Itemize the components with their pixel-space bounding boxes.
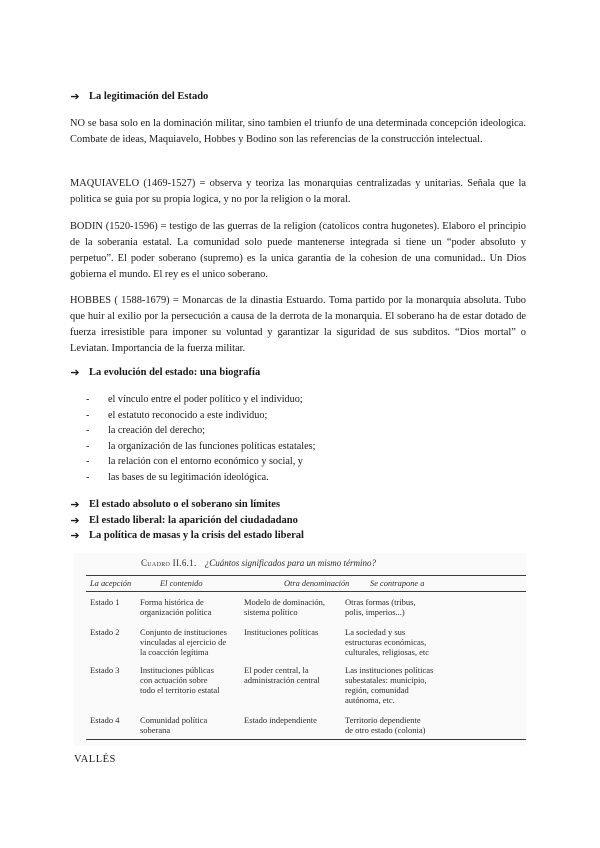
table-header-denominacion: Otra denominación (284, 579, 350, 588)
paragraph-hobbes: HOBBES ( 1588-1679) = Monarcas de la dinastia Estuardo. Toma partido por la monarquia absoluta. Tubo que huir al exilio por la persecución a causa de la derrota de la monarquia. El soberano ha de estar dotado de fuerza irresistible para imponer su voluntad y garantizar la siguridad de sus subditos. “Dios mortal” o Leviatan. Importancia de la fuerza militar. (70, 295, 526, 354)
table-header-contrapone: Se contrapone a (370, 579, 425, 588)
table-header-contenido: El contenido (160, 579, 203, 588)
paragraph-bodin: BODIN (1520-1596) = testigo de las guerras de la religion (catolicos contra hugonetes). Elaboro el principio de la soberania estatal. La comunidad solo puede mantenerse integrada si tiene un “poder absoluto y perpetuo”. El poder soberano (supremo) es la unica garantia de la cohesion de una comunidad.. Un Dios gobierna el mundo. El rey es el unico soberano. (70, 221, 526, 280)
table-rule-header (86, 591, 526, 592)
source-author: VALLÉS (74, 754, 116, 765)
section-heading-evolucion (70, 366, 260, 379)
heading-text: La evolución del estado: una biografía (89, 367, 261, 378)
heading-text: La política de masas y la crisis del estado liberal (89, 530, 304, 542)
topic-headings (70, 497, 304, 544)
table-title (141, 558, 376, 568)
arrow-icon: ➔ (70, 367, 80, 379)
evolution-list (86, 392, 315, 486)
heading-text: La legitimación del Estado (89, 91, 209, 102)
arrow-icon: ➔ (70, 91, 80, 103)
list-item: - el vínculo entre el poder político y el individuo; (86, 394, 303, 405)
table-header-acepcion: La acepción (90, 579, 132, 588)
section-heading-estado-liberal (70, 513, 304, 529)
list-item: - la creación del derecho; (86, 425, 206, 437)
arrow-icon: ➔ (70, 499, 80, 512)
paragraph-intro: NO se basa solo en la dominación militar, sino tambien el triunfo de una determinada concepción ideologica. Combate de ideas, Maquiavelo, Hobbes y Bodino son las referencias de la construcción intelectual. (70, 118, 526, 145)
meanings-table: Cuadro II.6.1. ¿Cuántos significados para un mismo término? La acepción El contenido Otra denominación Se contrapone a Estado 1 Forma histórica de organización política Modelo de dominación, sistema político Otras formas (tribus, polis, imperios...) Estado 2 Conjunto de instituciones vinculadas al ejercicio de la coacción legítima Instituciones políticas La sociedad y sus estructuras económicas, culturales, religiosas, etc Estado 3 Instituciones públicas con actuación sobre todo el territorio estatal El poder central, la administración central Las instituciones políticas subestatales: municipio, región, comunidad autónoma, etc. Estado 4 Comunidad política soberana Estado independiente Territorio dependiente de otro estado (colonia) (74, 553, 526, 746)
list-item: - las bases de su legitimación ideológica. (86, 471, 269, 483)
paragraph-maquiavelo: MAQUIAVELO (1469-1527) = observa y teoriza las monarquias centralizadas y unitarias. Señala que la politica se guia por su propia logica, y no por la religion o la moral. (70, 178, 526, 205)
heading-text: El estado liberal: la aparición del ciudadadano (89, 514, 298, 526)
list-item: - la organización de las funciones políticas estatales; (86, 440, 316, 452)
table-rule-top (86, 575, 526, 576)
section-heading-legitimacion (70, 90, 208, 103)
section-heading-estado-absoluto (70, 497, 304, 513)
section-heading-politica-masas (70, 528, 304, 544)
arrow-icon: ➔ (70, 514, 80, 527)
table-question: ¿Cuántos significados para un mismo término? (204, 558, 377, 568)
table-rule-bottom (86, 739, 526, 740)
list-item: - el estatuto reconocido a este individuo; (86, 409, 268, 421)
heading-text: El estado absoluto o el soberano sin límites (89, 499, 281, 511)
list-item: - la relación con el entorno económico y social, y (86, 456, 303, 468)
arrow-icon: ➔ (70, 530, 80, 543)
table-caption: Cuadro II.6.1. (141, 558, 197, 568)
